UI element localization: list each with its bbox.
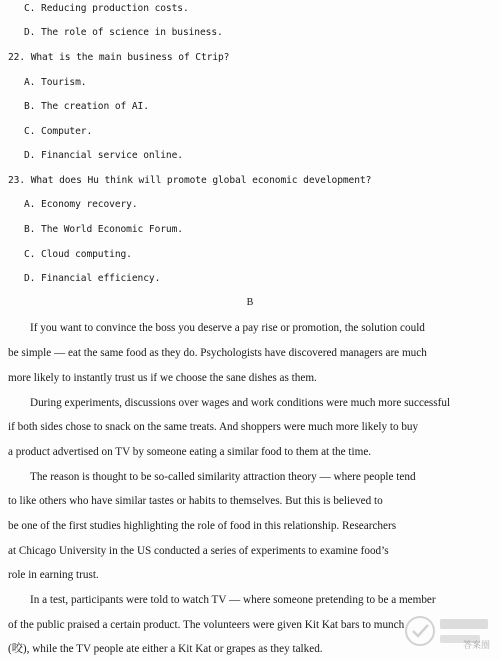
option-letter: B. — [24, 224, 36, 235]
option-row — [24, 199, 138, 211]
passage-line: (咬), while the TV people ate either a Kit Kat or grapes as they talked. — [8, 643, 323, 655]
option-letter: A. — [24, 77, 36, 88]
option-letter: C. — [24, 3, 36, 14]
option-text: The role of science in business. — [41, 27, 223, 38]
option-letter: C. — [24, 126, 36, 137]
option-row — [24, 101, 149, 113]
option-row — [24, 150, 183, 162]
option-text: The creation of AI. — [41, 101, 149, 112]
option-row — [24, 273, 160, 285]
question-23: 23. What does Hu think will promote global economic development? — [8, 175, 372, 186]
option-letter: A. — [24, 199, 36, 210]
passage-line: be one of the first studies highlighting the role of food in this relationship. Researchers — [8, 520, 397, 532]
option-letter: C. — [24, 249, 36, 260]
passage-line: if both sides chose to snack on the same treats. And shoppers were much more likely to buy — [8, 421, 419, 433]
passage-line: If you want to convince the boss you deserve a pay rise or promotion, the solution could — [30, 322, 425, 334]
option-letter: D. — [24, 150, 36, 161]
option-row — [24, 224, 183, 236]
watermark-text: 答案圈 — [462, 641, 490, 651]
option-text: Cloud computing. — [41, 249, 132, 260]
option-text: Financial efficiency. — [41, 273, 161, 284]
option-text: The World Economic Forum. — [41, 224, 183, 235]
option-row — [24, 249, 132, 261]
option-text: Financial service online. — [41, 150, 183, 161]
passage-line: of the public praised a certain product. The volunteers were given Kit Kat bars to munch — [8, 619, 405, 631]
section-label: B — [246, 297, 254, 308]
option-row — [24, 126, 92, 138]
option-row — [24, 3, 189, 15]
passage-line: a product advertised on TV by someone eating a similar food to them at the time. — [8, 446, 372, 458]
passage-line: In a test, participants were told to watch TV — where someone pretending to be a member — [30, 594, 436, 606]
passage-line: more likely to instantly trust us if we choose the sane dishes as them. — [8, 372, 317, 384]
passage-line: to like others who have similar tastes or habits to themselves. But this is believed to — [8, 495, 383, 507]
option-row — [24, 77, 86, 89]
option-text: Economy recovery. — [41, 199, 138, 210]
passage-line: During experiments, discussions over wages and work conditions were much more successful — [30, 397, 451, 409]
passage-line: at Chicago University in the US conducted a series of experiments to examine food’s — [8, 545, 389, 557]
option-letter: B. — [24, 101, 36, 112]
passage-line: role in earning trust. — [8, 569, 99, 581]
option-letter: D. — [24, 273, 36, 284]
option-text: Reducing production costs. — [41, 3, 189, 14]
passage-line: The reason is thought to be so-called similarity attraction theory — where people tend — [30, 471, 416, 483]
option-text: Computer. — [41, 126, 93, 137]
option-text: Tourism. — [41, 77, 87, 88]
question-22: 22. What is the main business of Ctrip? — [8, 52, 230, 63]
passage-line: be simple — eat the same food as they do. Psychologists have discovered managers are much — [8, 347, 427, 359]
option-row — [24, 27, 223, 39]
option-letter: D. — [24, 27, 36, 38]
